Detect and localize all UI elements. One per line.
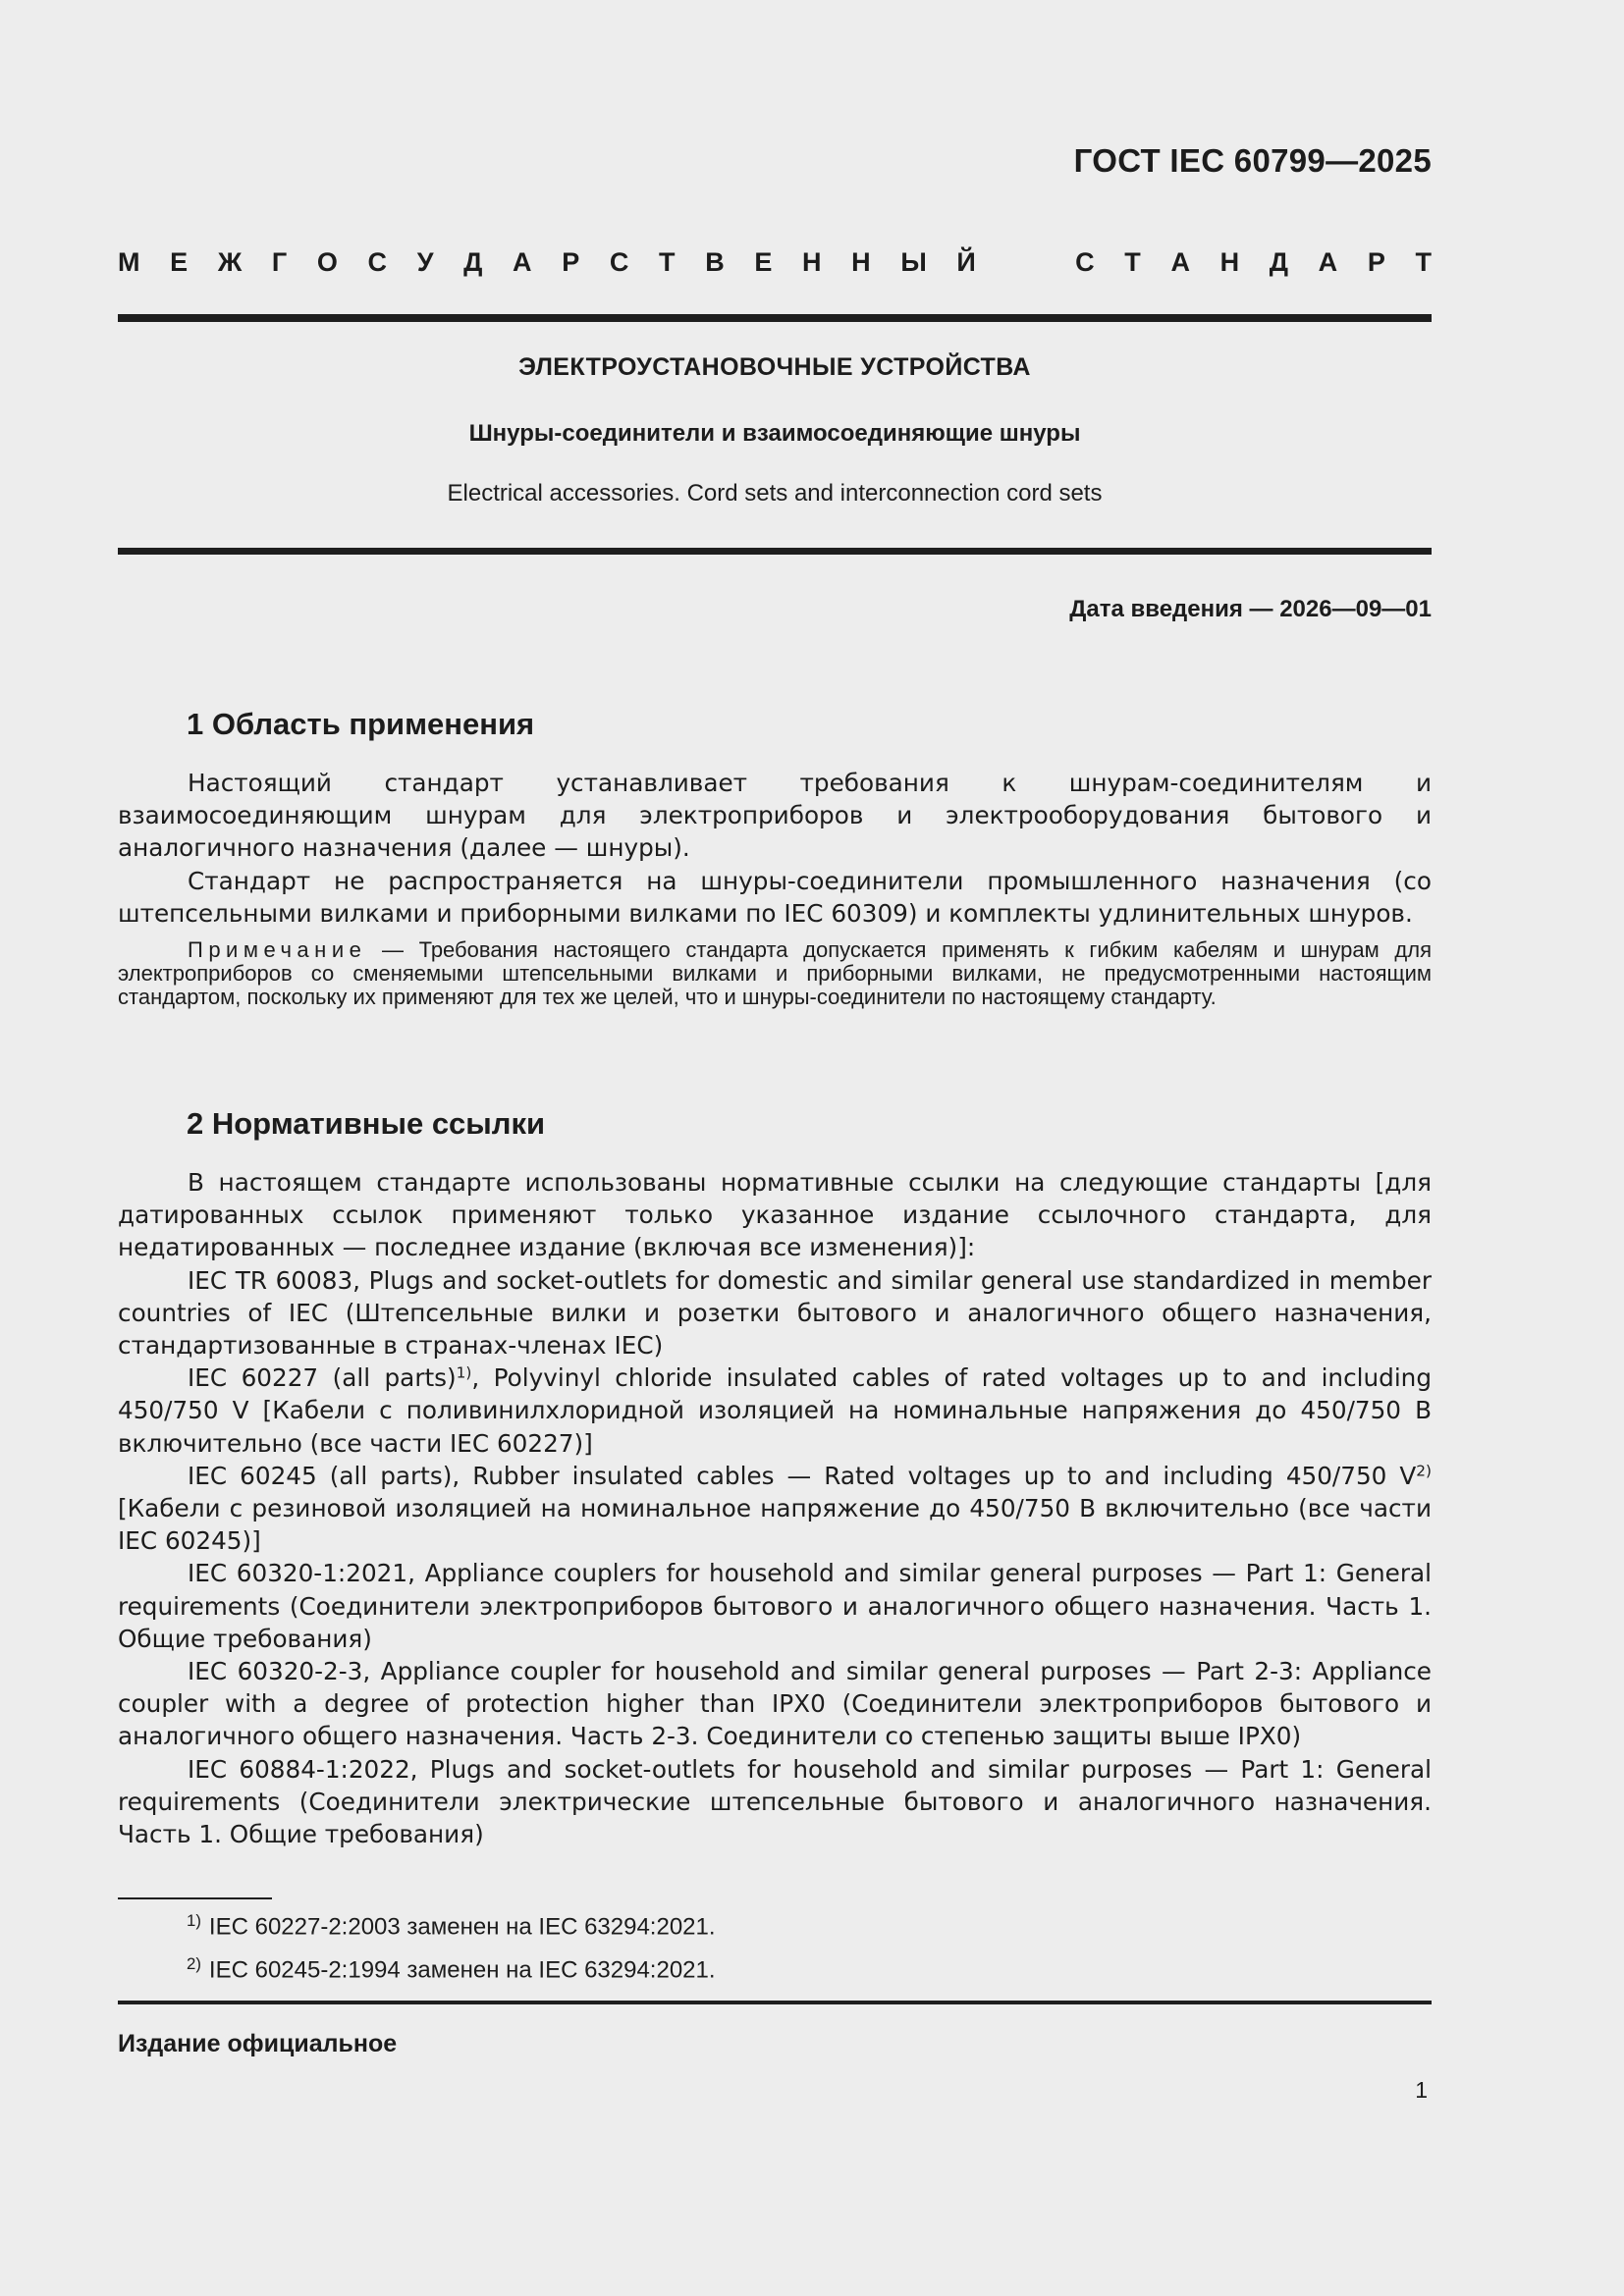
footnote-mark: 2) <box>187 1954 201 1974</box>
reference-text: [Кабели с резиновой изоляцией на номинальное напряжение до 450/750 В включительно (все части IEC 60245)] <box>118 1494 1432 1556</box>
section-1-heading: 1 Область применения <box>187 707 535 741</box>
banner-letter: А <box>1318 247 1338 277</box>
normative-reference <box>118 1460 1432 1558</box>
note-label: Примечание <box>188 937 367 963</box>
banner-letter: О <box>316 247 338 277</box>
footnote-separator <box>118 1897 272 1899</box>
footnote <box>187 1902 716 1946</box>
banner-letter: Т <box>659 247 676 277</box>
banner-letter: С <box>367 247 388 277</box>
normative-reference: IEC TR 60083, Plugs and socket-outlets for domestic and similar general use standardized in member countries of IEC (Штепсельные вилки и розетки бытового и аналогичного общего назначения, стандартизованные в странах-членах IEC) <box>118 1265 1432 1361</box>
footnote-text: IEC 60227-2:2003 заменен на IEC 63294:2021. <box>208 1913 716 1941</box>
section-1-paragraph: Настоящий стандарт устанавливает требования к шнурам-соединителям и взаимосоединяющим шнурам для электроприборов и электрооборудования бытового и аналогичного назначения (далее — шнуры). <box>118 769 1432 863</box>
title-sub: Шнуры-соединители и взаимосоединяющие шнуры <box>468 420 1081 447</box>
normative-reference: IEC 60320-2-3, Appliance coupler for household and similar general purposes — Part 2-3: Appliance coupler with a degree of protection higher than IPX0 (Соединители электроприборов бытового и аналогичного общего назначения. Часть 2-3. Соединители со степенью защиты выше IPX0) <box>118 1657 1432 1751</box>
reference-text: IEC 60245 (all parts), Rubber insulated cables — Rated voltages up to and including 450/750 V <box>188 1461 1417 1490</box>
footnote-text: IEC 60245-2:1994 заменен на IEC 63294:2021. <box>208 1956 716 1984</box>
banner-letter: С <box>609 247 629 277</box>
section-1-note <box>118 938 1432 1010</box>
banner-letter: А <box>1170 247 1190 277</box>
banner-letter: Ж <box>217 247 243 277</box>
normative-reference: IEC 60884-1:2022, Plugs and socket-outlets for household and similar purposes — Part 1: General requirements (Соединители электрические штепсельные бытового и аналогичного назначения. Часть 1. Общие требования) <box>118 1754 1432 1849</box>
reference-text: IEC 60227 (all parts) <box>188 1363 457 1393</box>
banner-letter: С <box>1075 247 1095 277</box>
banner-letter: Ы <box>900 247 927 277</box>
section-1-body <box>118 767 1432 1010</box>
edition-label: Издание официальное <box>118 2030 398 2057</box>
banner-letter: Е <box>170 247 189 277</box>
footnote-ref-2: 2) <box>1416 1462 1432 1480</box>
banner-letter: Д <box>1269 247 1289 277</box>
interstate-standard-banner <box>118 247 1432 278</box>
banner-word-gap <box>1005 247 1045 278</box>
section-2-body <box>118 1166 1432 1850</box>
footnotes <box>187 1902 716 1990</box>
title-main: ЭЛЕКТРОУСТАНОВОЧНЫЕ УСТРОЙСТВА <box>518 353 1031 381</box>
section-2-heading: 2 Нормативные ссылки <box>187 1106 546 1141</box>
banner-letter: Н <box>802 247 822 277</box>
banner-letter: Т <box>1124 247 1141 277</box>
normative-reference: IEC 60320-1:2021, Appliance couplers for household and similar general purposes — Part 1: General requirements (Соединители электроприборов бытового и аналогичного общего назначения. Часть 1. Общие требования) <box>118 1559 1432 1653</box>
reference-text: , Polyvinyl chloride insulated cables of rated voltages up to and including 450/750 V [Кабели с поливинилхлоридной изоляцией на номинальные напряжения до 450/750 В включительно (все части IEC 60227)] <box>118 1363 1432 1458</box>
document-id: ГОСТ IEC 60799—2025 <box>1073 142 1432 179</box>
banner-letter: Т <box>1415 247 1432 277</box>
banner-letter: Н <box>851 247 871 277</box>
footnote <box>187 1946 716 1989</box>
normative-reference <box>118 1362 1432 1460</box>
banner-letter: Р <box>1367 247 1385 277</box>
page-number: 1 <box>1415 2077 1428 2103</box>
banner-letter: Е <box>754 247 773 277</box>
bottom-divider <box>118 2001 1432 2004</box>
banner-letter: А <box>513 247 532 277</box>
introduction-date: Дата введения — 2026—09—01 <box>1069 596 1432 622</box>
title-divider <box>118 548 1432 555</box>
footnote-mark: 1) <box>187 1911 201 1930</box>
note-text: — Требования настоящего стандарта допускается применять к гибким кабелям и шнурам для электроприборов со сменяемыми штепсельными вилками и приборными вилками, не предусмотренными настоящим стандартом, поскольку их применяют для тех же целей, что и шнуры-соединители по настоящему стандарту. <box>118 937 1432 1010</box>
banner-letter: Г <box>271 247 288 277</box>
title-english: Electrical accessories. Cord sets and interconnection cord sets <box>447 480 1103 507</box>
banner-letter: Н <box>1219 247 1240 277</box>
banner-letter: У <box>416 247 434 277</box>
banner-letter: В <box>705 247 725 277</box>
section-1-paragraph: Стандарт не распространяется на шнуры-соединители промышленного назначения (со штепсельными вилками и приборными вилками по IEC 60309) и комплекты удлинительных шнуров. <box>118 866 1432 928</box>
footnote-ref-1: 1) <box>456 1363 472 1382</box>
banner-letter: Р <box>562 247 580 277</box>
banner-letter: Д <box>463 247 483 277</box>
top-divider <box>118 314 1432 322</box>
banner-letter: Й <box>956 247 976 277</box>
section-2-intro: В настоящем стандарте использованы нормативные ссылки на следующие стандарты [для датированных ссылок применяют только указанное издание ссылочного стандарта, для недатированных — последнее издание (включая все изменения)]: <box>118 1168 1432 1262</box>
banner-letter: М <box>118 247 140 277</box>
